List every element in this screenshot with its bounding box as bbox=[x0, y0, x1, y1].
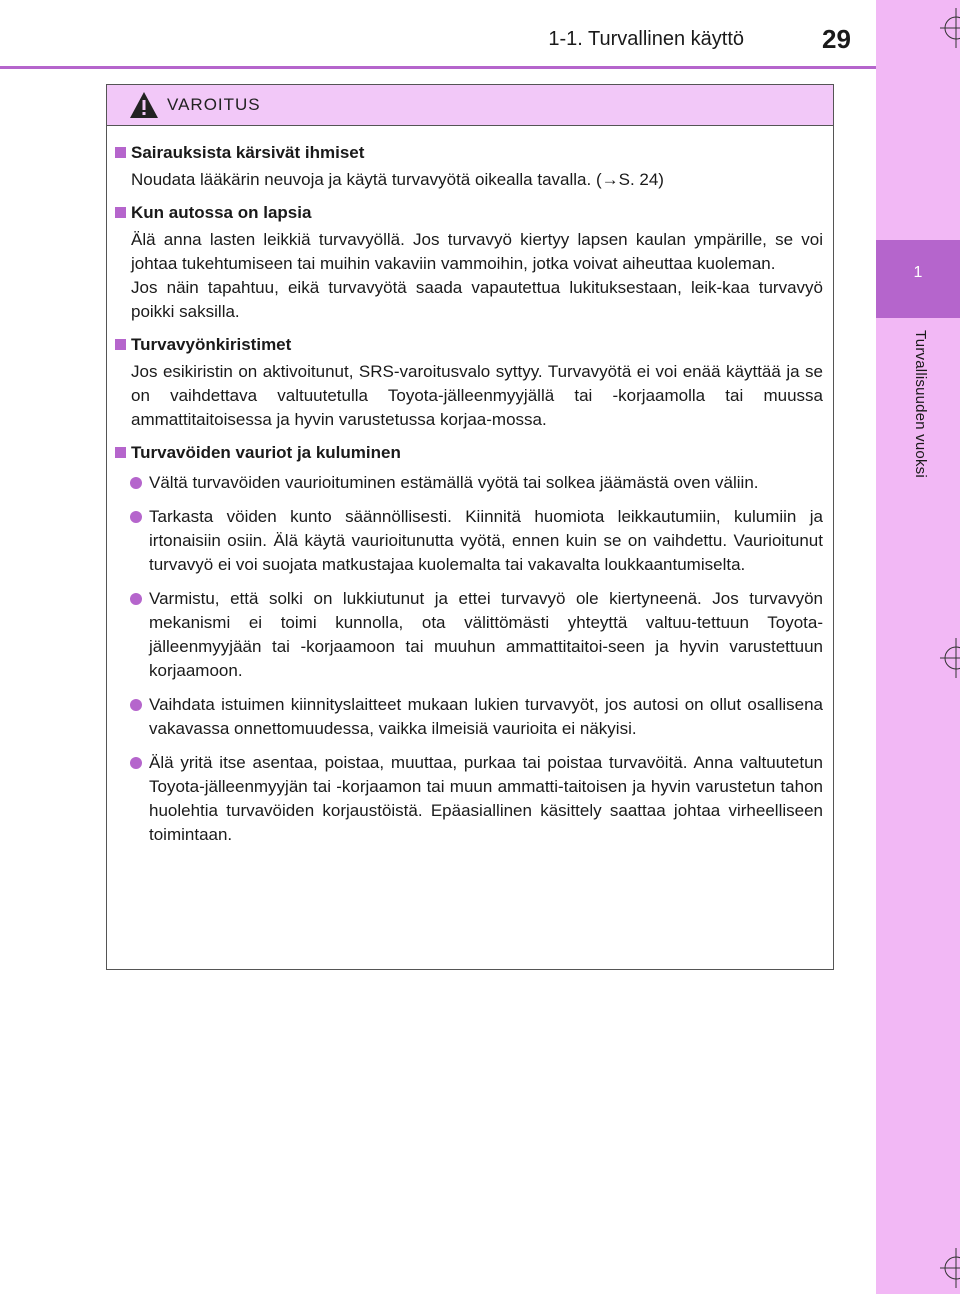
round-bullet-icon bbox=[130, 477, 142, 489]
section-heading: Sairauksista kärsivät ihmiset bbox=[131, 143, 365, 162]
header-rule bbox=[0, 66, 876, 69]
warning-triangle-icon bbox=[129, 91, 159, 119]
section-text: Jos näin tapahtuu, eikä turvavyötä saada vapautettua lukituksestaan, leik-kaa turvavyö poikki saksilla. bbox=[131, 278, 823, 321]
square-bullet-icon bbox=[115, 339, 126, 350]
crop-mark-middle bbox=[936, 638, 960, 678]
section-heading: Kun autossa on lapsia bbox=[131, 203, 312, 222]
round-bullet-icon bbox=[130, 511, 142, 523]
list-item bbox=[115, 471, 823, 495]
section-heading: Turvavöiden vauriot ja kuluminen bbox=[131, 443, 401, 462]
section-title-damage bbox=[115, 440, 823, 465]
warning-body bbox=[107, 126, 833, 847]
list-item-text: Vältä turvavöiden vaurioituminen estämällä vyötä tai solkea jäämästä oven väliin. bbox=[149, 473, 759, 492]
section-pretensioners bbox=[115, 332, 823, 432]
list-item bbox=[115, 693, 823, 741]
list-item-text: Varmistu, että solki on lukkiutunut ja ettei turvavyö ole kiertyneenä. Jos turvavyön mekanismi ei toimi kunnolla, ota välittömästi yhteyttä valtuu-tettuun Toyota-jälleenmyyjään tai -korjaamoon tai muuhun ammattitaitoi-seen ja hyvin varustettuun korjaamoon. bbox=[149, 589, 823, 680]
square-bullet-icon bbox=[115, 147, 126, 158]
warning-title: VAROITUS bbox=[167, 95, 261, 114]
list-item-text: Älä yritä itse asentaa, poistaa, muuttaa, purkaa tai poistaa turvavöitä. Anna valtuutetun Toyota-jälleenmyyjän tai -korjaamon tai muun ammatti-taitoisen ja hyvin varustetun tahon huolehtia turvavöiden korjaustöistä. Epäasiallinen käsittely saattaa johtaa virheelliseen toimintaan. bbox=[149, 753, 823, 844]
crop-mark-top bbox=[936, 8, 960, 48]
section-title-medical bbox=[115, 140, 823, 165]
section-title-pretensioners bbox=[115, 332, 823, 357]
list-item-text: Tarkasta vöiden kunto säännöllisesti. Kiinnitä huomiota leikkautumiin, kulumiin ja irtonaisiin osiin. Älä käytä vaurioitunutta vyötä, ennen kuin se on vaihdettu. Vaurioitunut turvavyö ei voi suojata matkustajaa kuolemalta tai vakavalta loukkaantumiselta. bbox=[149, 507, 823, 574]
section-children bbox=[115, 200, 823, 324]
square-bullet-icon bbox=[115, 207, 126, 218]
section-heading: Turvavyönkiristimet bbox=[131, 335, 292, 354]
chapter-number: 1 bbox=[913, 264, 923, 281]
warning-box bbox=[106, 84, 834, 970]
section-text: Älä anna lasten leikkiä turvavyöllä. Jos turvavyö kiertyy lapsen kaulan ympärille, se voi johtaa tukehtumiseen tai muihin vakaviin vammoihin, jotka voivat aiheuttaa kuoleman. bbox=[131, 230, 823, 273]
round-bullet-icon bbox=[130, 757, 142, 769]
warning-header bbox=[107, 85, 833, 126]
page-header bbox=[0, 0, 876, 70]
section-title: 1-1. Turvallinen käyttö bbox=[548, 28, 744, 50]
section-title-children bbox=[115, 200, 823, 225]
square-bullet-icon bbox=[115, 447, 126, 458]
section-text: Noudata lääkärin neuvoja ja käytä turvavyötä oikealla tavalla. (→S. 24) bbox=[131, 170, 664, 189]
section-medical bbox=[115, 140, 823, 192]
list-item bbox=[115, 587, 823, 683]
crop-mark-bottom bbox=[936, 1248, 960, 1288]
section-text: Jos esikiristin on aktivoitunut, SRS-varoitusvalo syttyy. Turvavyötä ei voi enää käyttää ja se on vaihdettava valtuutetulla Toyota-jälleenmyyjällä tai -korjaamolla tai muussa ammattitaitoisessa ja hyvin varustetussa korjaa-mossa. bbox=[131, 362, 823, 429]
list-item bbox=[115, 505, 823, 577]
round-bullet-icon bbox=[130, 699, 142, 711]
section-damage bbox=[115, 440, 823, 847]
chapter-label: Turvallisuuden vuoksi bbox=[912, 330, 929, 478]
list-item-text: Vaihdata istuimen kiinnityslaitteet mukaan lukien turvavyöt, jos autosi on ollut osallisena vakavassa onnettomuudessa, vaikka ilmeisiä vaurioita ei näkyisi. bbox=[149, 695, 823, 738]
round-bullet-icon bbox=[130, 593, 142, 605]
page-number: 29 bbox=[822, 24, 851, 54]
chapter-tab[interactable] bbox=[876, 240, 960, 318]
list-item bbox=[115, 751, 823, 847]
